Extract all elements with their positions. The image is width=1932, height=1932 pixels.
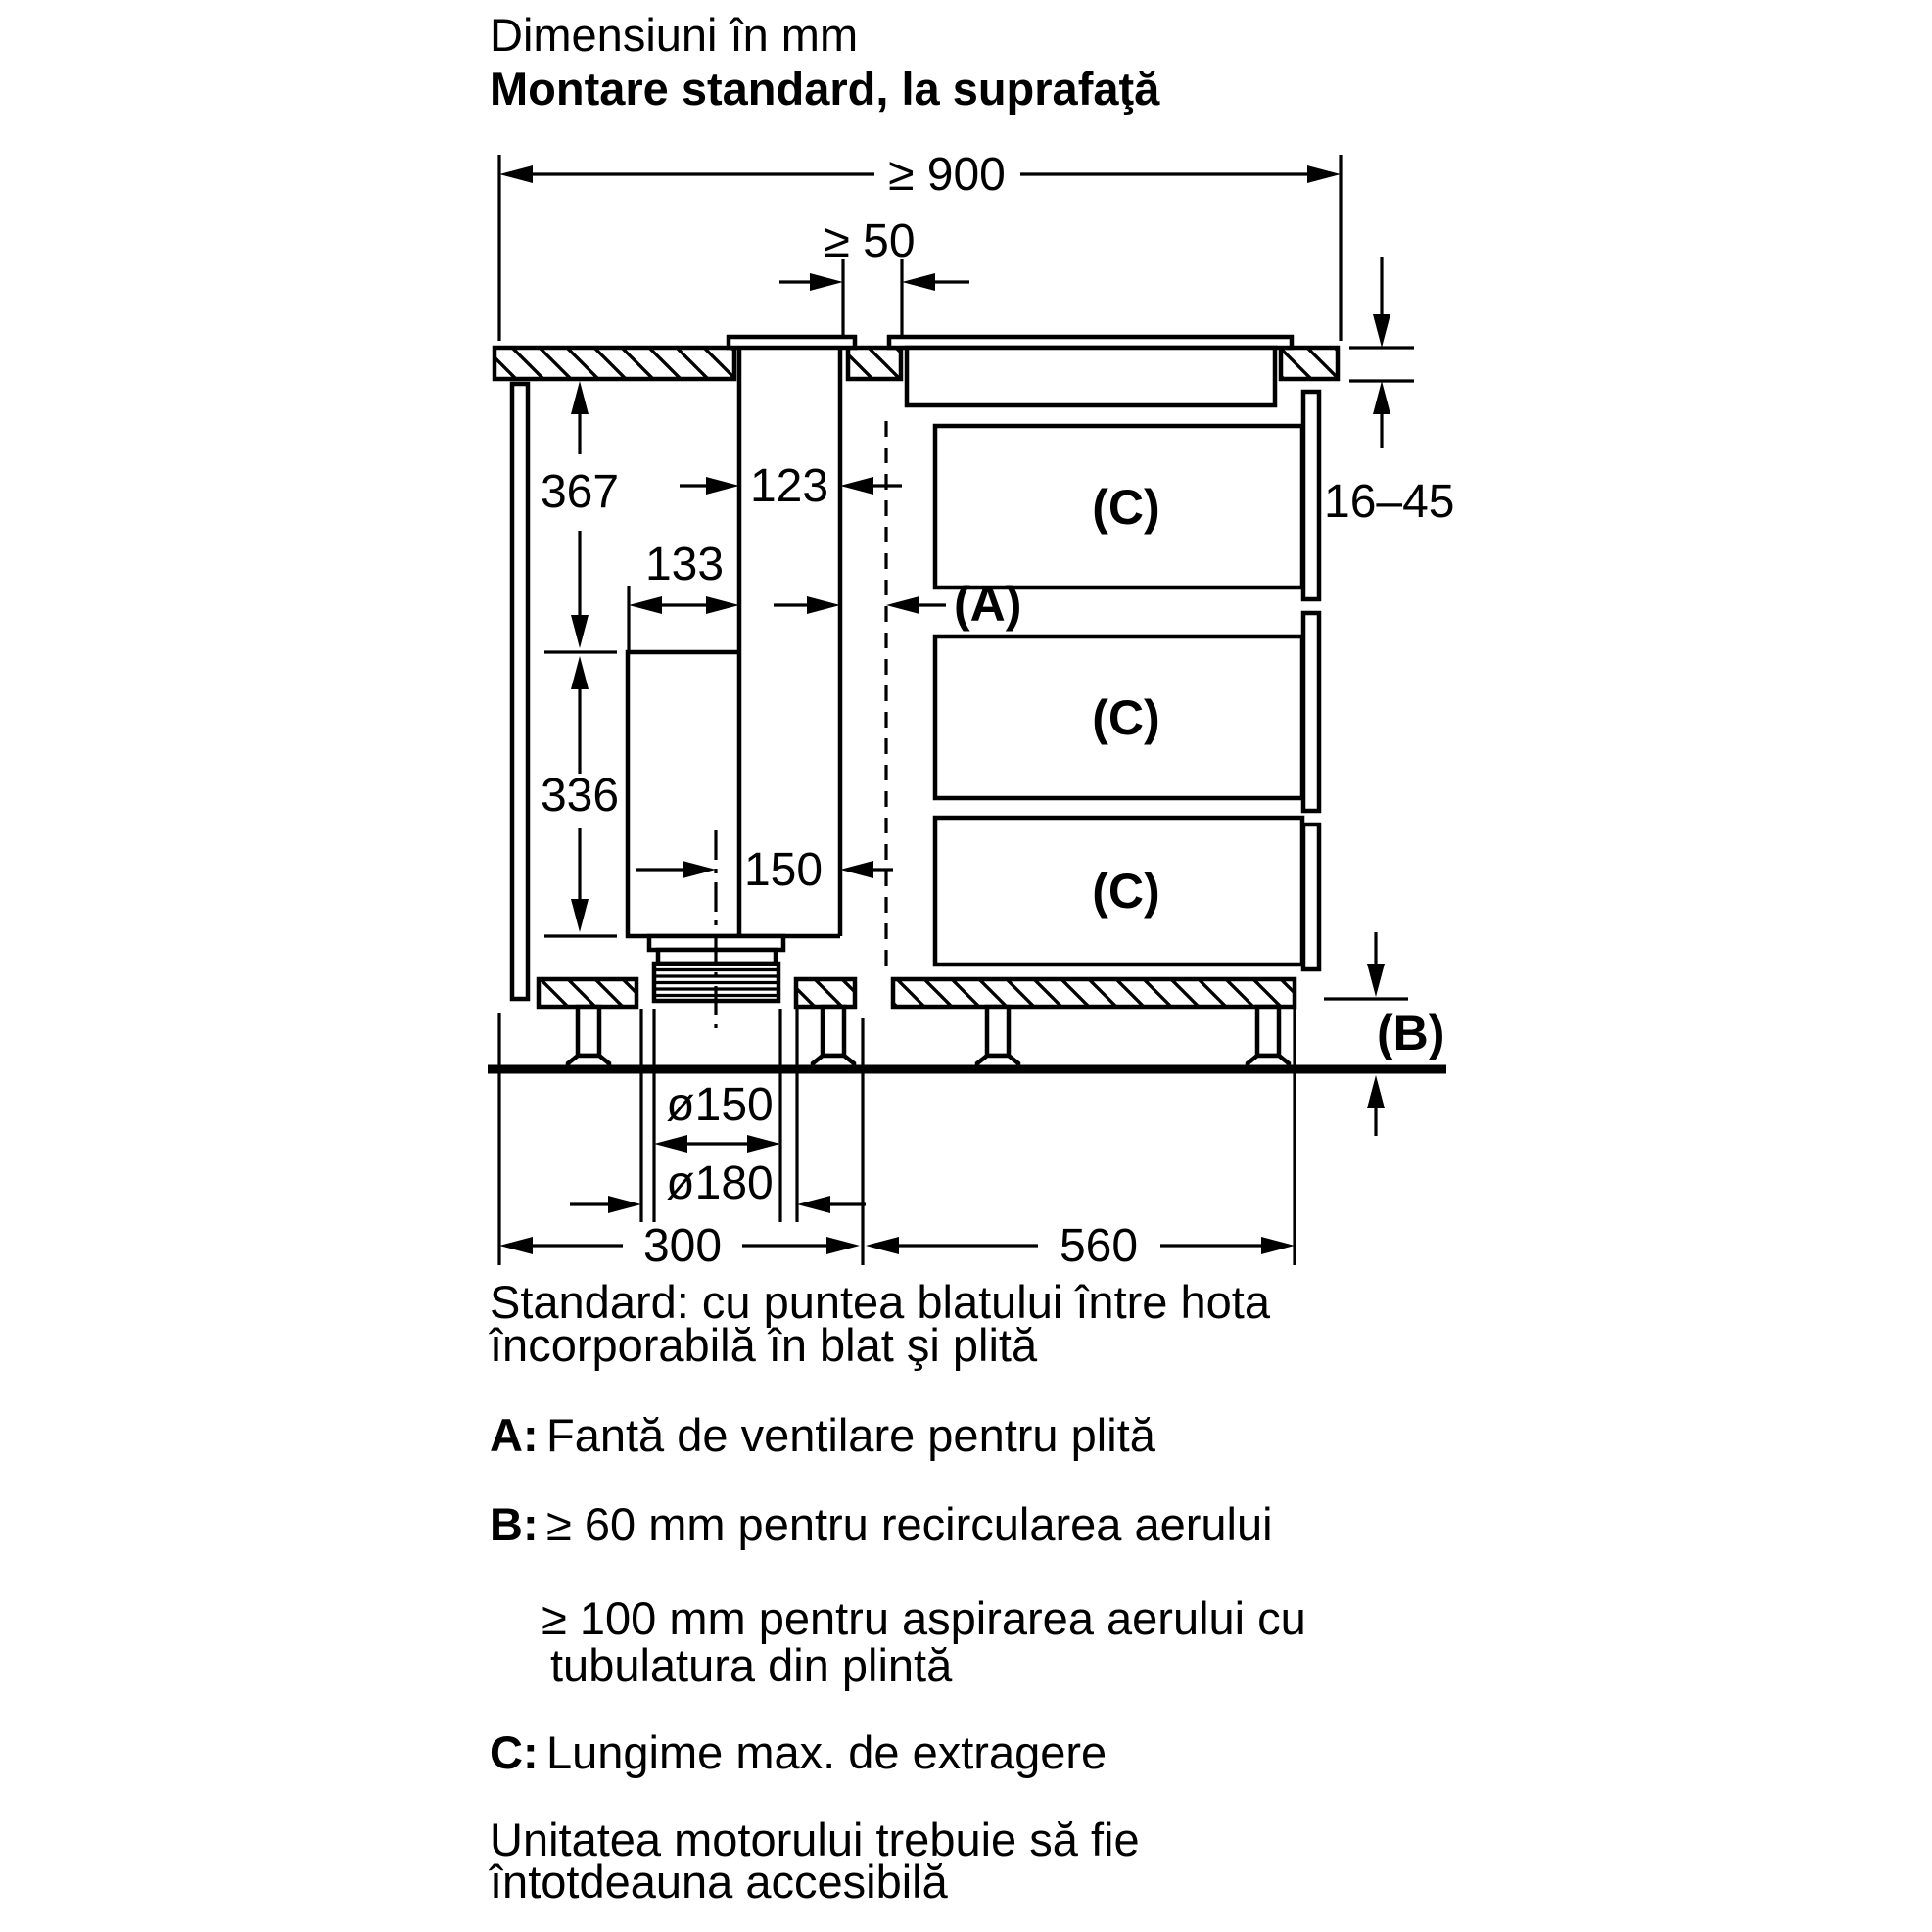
note-c-text: Lungime max. de extragere: [546, 1726, 1107, 1778]
ref-label-a: (A): [954, 577, 1022, 632]
hob: [889, 337, 1292, 405]
plinth-right-piece: [893, 979, 1295, 1007]
extraction-label-2: (C): [1092, 690, 1160, 745]
dim-total-width: [499, 149, 1341, 341]
hood-collar-plate: [729, 337, 855, 348]
dim-counter-thickness: [1324, 257, 1454, 528]
note-footer-line1: Unitatea motorului trebuie să fie: [490, 1814, 1140, 1865]
dim-lines: [779, 259, 969, 337]
dim-value: 300: [642, 1220, 723, 1272]
dim-value: ø180: [666, 1157, 774, 1209]
ref-ventilation-slot: [774, 577, 1021, 632]
dim-motor-height: [541, 656, 619, 936]
note-footer-line2: întotdeauna accesibilă: [490, 1856, 948, 1908]
dim-hob-cabinet-width: [866, 1009, 1295, 1272]
leg: [977, 1007, 1018, 1069]
note-a-text: Fantă de ventilare pentru plită: [546, 1409, 1155, 1461]
dim-value: ≥ 50: [824, 215, 916, 267]
cabinet-side-strip-1: [1303, 392, 1319, 599]
cabinet-side-strip-3: [1303, 825, 1319, 969]
worktop-bridge-section: [848, 348, 901, 379]
dim-bridge-width: [779, 215, 969, 337]
note-b-text: ≥ 60 mm pentru recircularea aerului: [546, 1498, 1273, 1550]
dim-value: 150: [743, 844, 824, 896]
left-side-panel: [512, 384, 528, 999]
arrowheads: [807, 596, 919, 614]
dim-lines: [1349, 257, 1414, 448]
extraction-label-1: (C): [1092, 480, 1160, 535]
plinth-left-piece: [539, 979, 636, 1007]
note-standard-line1: Standard: cu puntea blatului între hota: [490, 1276, 1270, 1328]
leg: [568, 1007, 609, 1069]
dim-value: 336: [540, 770, 620, 822]
arrowheads: [810, 273, 935, 291]
drawer-cabinet: [935, 392, 1319, 969]
cabinet-side-strip-2: [1303, 613, 1319, 811]
dim-lines: [629, 586, 708, 650]
leg: [813, 1007, 854, 1069]
cabinet-legs: [568, 1007, 1289, 1069]
note-b-label: B:: [490, 1498, 539, 1550]
worktop-left-section: [495, 348, 734, 379]
units-note: Dimensiuni în mm: [490, 9, 859, 61]
dim-value: 560: [1059, 1220, 1139, 1272]
extraction-label-3: (C): [1092, 864, 1160, 919]
worktop-right-section: [1281, 348, 1338, 379]
note-b-extra-line1: ≥ 100 mm pentru aspirarea aerului cu: [542, 1592, 1306, 1644]
note-b-extra-line2: tubulatura din plintă: [550, 1639, 953, 1691]
dim-value: 367: [540, 466, 620, 518]
note-standard-line2: încorporabilă în blat şi plită: [490, 1319, 1038, 1371]
dim-spigot-offset: [636, 844, 893, 896]
notes: [488, 1276, 1306, 1908]
dim-motor-offset: [629, 539, 739, 650]
ref-label-b: (B): [1377, 1006, 1445, 1060]
ref-plinth-clearance: [1324, 932, 1444, 1136]
arrowheads: [1373, 314, 1390, 414]
plinth-middle-piece: [796, 979, 855, 1007]
dim-value: 123: [749, 460, 829, 512]
leg: [1248, 1007, 1289, 1069]
downdraft-hood: [628, 337, 855, 1028]
dim-duct-width: [680, 460, 902, 512]
dim-depth-top: [541, 381, 619, 652]
dim-value: 133: [644, 539, 725, 590]
dim-value: 16–45: [1324, 476, 1455, 528]
dim-value: ø150: [666, 1079, 774, 1131]
note-a-label: A:: [490, 1409, 539, 1461]
note-c-label: C:: [490, 1726, 539, 1778]
hob-body-tub: [907, 348, 1275, 405]
header: [490, 9, 1160, 115]
page-title: Montare standard, la suprafaţă: [490, 63, 1160, 115]
dim-value: ≥ 900: [888, 149, 1006, 201]
